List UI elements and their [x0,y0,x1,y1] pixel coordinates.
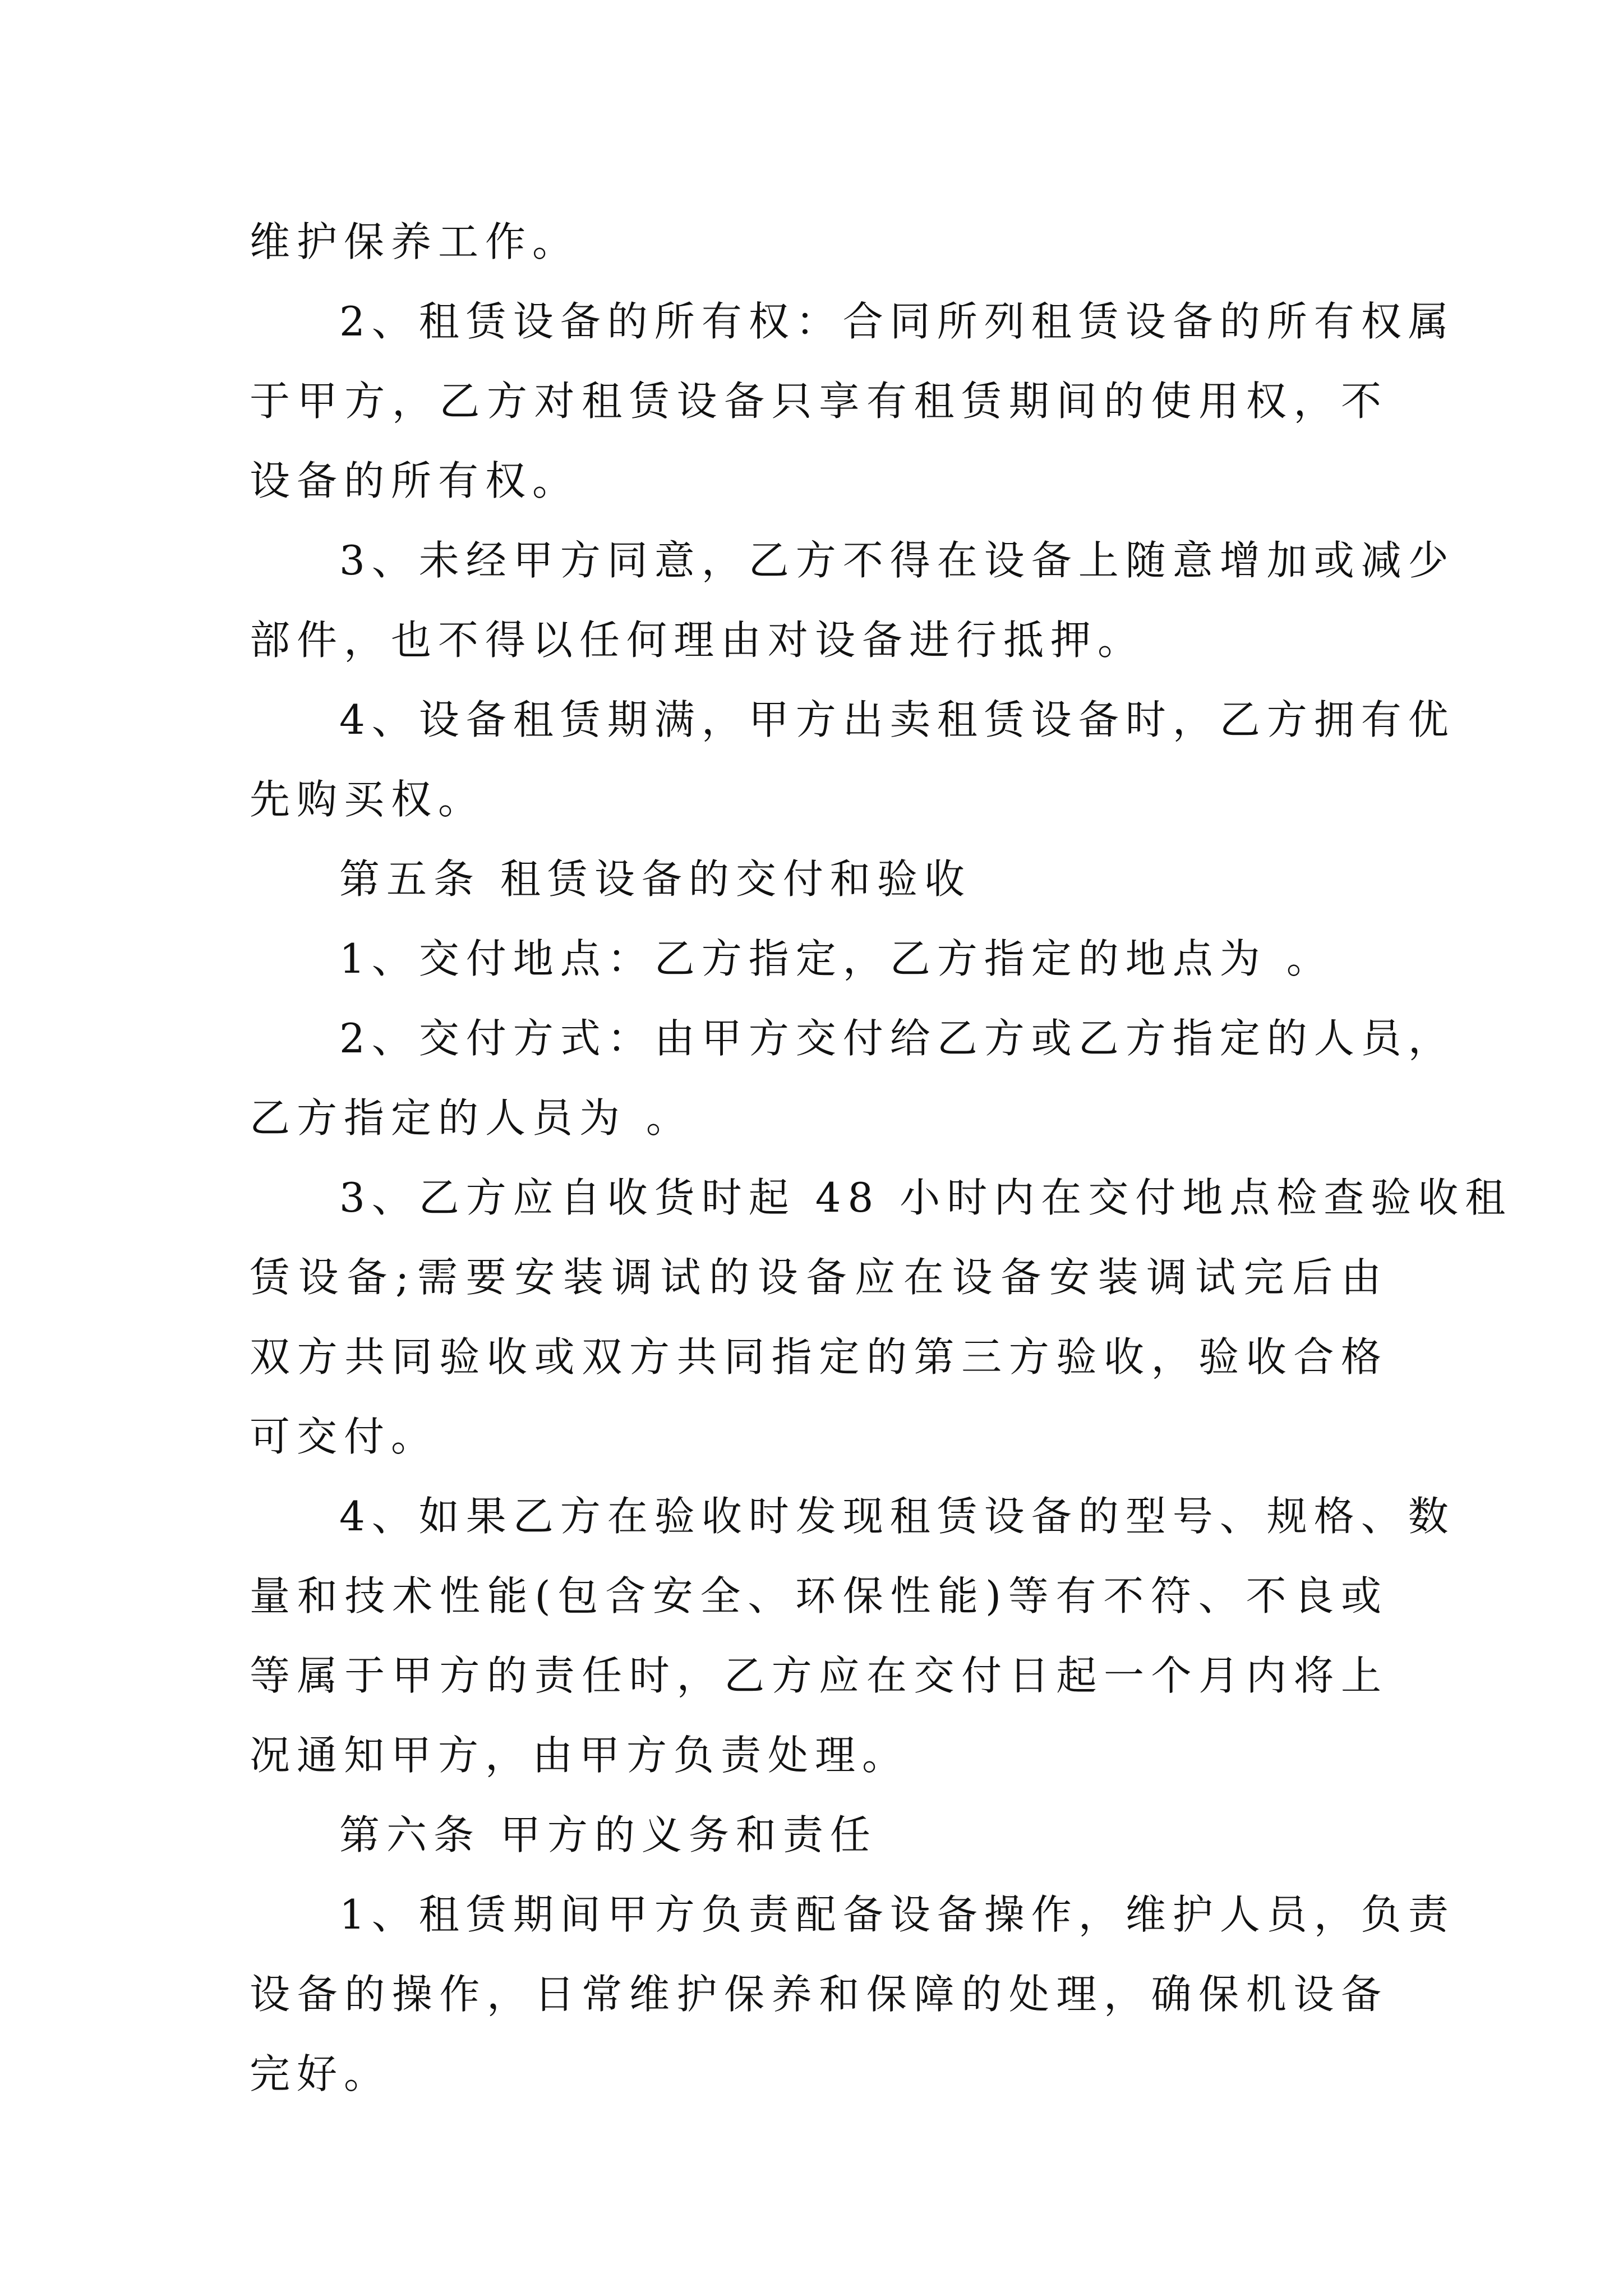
text-line: 等属于甲方的责任时，乙方应在交付日起一个月内将上 [250,1652,1388,1699]
text-line: 设备的操作，日常维护保养和保障的处理，确保机设备 [250,1971,1388,2018]
text-line: 维护保养工作。 [250,218,580,265]
text-line: 双方共同验收或双方共同指定的第三方验收，验收合格 [250,1333,1388,1381]
text-line: 设备的所有权。 [250,457,580,504]
text-line: 1、租赁期间甲方负责配备设备操作，维护人员，负责 [339,1891,1455,1938]
text-line: 况通知甲方，由甲方负责处理。 [250,1732,910,1779]
text-line: 部件，也不得以任何理由对设备进行抵押。 [250,616,1145,664]
text-line: 3、乙方应自收货时起 48 小时内在交付地点检查验收租 [339,1174,1513,1221]
text-line: 4、如果乙方在验收时发现租赁设备的型号、规格、数 [339,1493,1455,1540]
document-body [250,202,1513,2114]
text-line: 2、交付方式：由甲方交付给乙方或乙方指定的人员， [339,1015,1455,1062]
text-line: 2、租赁设备的所有权：合同所列租赁设备的所有权属 [339,298,1455,345]
text-line: 4、设备租赁期满，甲方出卖租赁设备时，乙方拥有优 [339,696,1455,743]
text-line: 乙方指定的人员为 。 [250,1094,693,1142]
text-line: 赁设备;需要安装调试的设备应在设备安装调试完后由 [250,1254,1388,1301]
text-line: 先购买权。 [250,776,486,823]
section-heading: 第五条 租赁设备的交付和验收 [339,855,971,903]
text-line: 量和技术性能(包含安全、环保性能)等有不符、不良或 [250,1572,1388,1619]
text-line: 可交付。 [250,1413,439,1460]
text-line: 完好。 [250,2050,391,2097]
text-line: 于甲方，乙方对租赁设备只享有租赁期间的使用权，不 [250,378,1388,425]
section-heading: 第六条 甲方的义务和责任 [339,1811,877,1858]
text-line: 3、未经甲方同意，乙方不得在设备上随意增加或减少 [339,537,1455,584]
text-line: 1、交付地点：乙方指定，乙方指定的地点为 。 [339,935,1334,982]
